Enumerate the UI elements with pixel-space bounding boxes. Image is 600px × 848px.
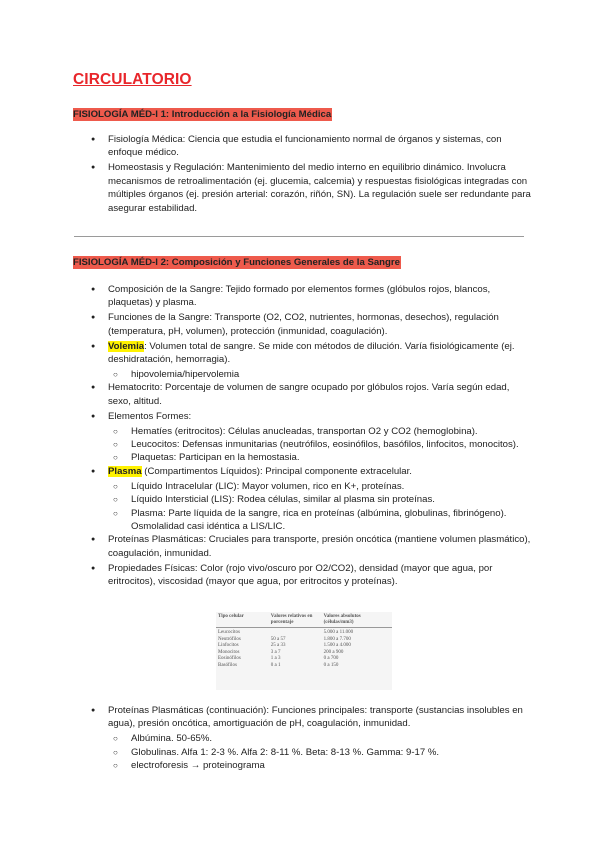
horizontal-divider <box>74 236 524 237</box>
sub-list-item: ○ Leucocitos: Defensas inmunitarias (neutrófilos, eosinófilos, basófilos, linfocitos, monocitos). <box>91 438 531 451</box>
table-cell: 25 a 33 <box>270 643 286 648</box>
list-item: ● Composición de la Sangre: Tejido formado por elementos formes (glóbulos rojos, blancos, plaquetas) y plasma. <box>91 283 531 310</box>
sub-list-item: ○ electroforesis → proteinograma <box>91 759 531 772</box>
sub-list-item: ○ Plaquetas: Participan en la hemostasia. <box>91 451 531 464</box>
sub-list-item: ○ Albúmina. 50-65%. <box>91 732 531 745</box>
section-1-list <box>91 133 531 216</box>
table-cell: Eosinófilos <box>218 656 241 661</box>
table-header-cell: Tipo celular <box>218 614 244 619</box>
table-cell: Basófilos <box>218 662 237 668</box>
list-item: ● Proteínas Plasmáticas (continuación): Funciones principales: transporte (sustancias insolubles en agua), presión oncótica, amortiguación de pH, coagulación, inmunidad. <box>91 704 531 731</box>
table-row <box>216 663 392 670</box>
list-item-plasma <box>91 465 531 478</box>
table-cell: 1.500 a 4.000 <box>323 643 351 648</box>
leukocyte-table <box>216 612 392 669</box>
table-header-cell: Valores absolutos (células/mm3) <box>323 614 361 625</box>
table-header-row <box>216 612 392 628</box>
table-cell: 1.800 a 7.700 <box>323 636 351 642</box>
table-cell: 0 a 150 <box>323 662 339 668</box>
highlight-volemia: Volemia <box>108 340 145 352</box>
section-2-list <box>91 283 531 590</box>
table-cell <box>269 628 322 637</box>
sub-list-item: ○ Globulinas. Alfa 1: 2-3 %. Alfa 2: 8-11 %. Beta: 8-13 %. Gamma: 9-17 %. <box>91 746 531 759</box>
list-item: ● Proteínas Plasmáticas: Cruciales para transporte, presión oncótica (mantiene volumen plasmático), coagulación, inmunidad. <box>91 533 531 560</box>
highlight-plasma: Plasma <box>108 465 142 477</box>
table-cell: Leucocitos <box>218 630 240 635</box>
list-item: ● Elementos Formes: <box>91 410 531 423</box>
sub-list-item: ○ Líquido Intersticial (LIS): Rodea células, similar al plasma sin proteínas. <box>91 493 531 506</box>
section-3-list <box>91 704 531 773</box>
table-cell: 5.000 a 11.000 <box>323 630 354 635</box>
table-cell: Linfocitos <box>218 643 239 648</box>
table-cell: 0 a 700 <box>323 656 339 661</box>
plasma-text: (Compartimentos Líquidos): Principal componente extracelular. <box>141 465 412 477</box>
table-cell: 50 a 57 <box>270 636 286 642</box>
volemia-text: : Volumen total de sangre. Se mide con métodos de dilución. Varía fisiológicamente (ej. deshidratación, hemorragia). <box>108 340 515 366</box>
table-cell: Neutrófilos <box>218 636 241 642</box>
list-item: ● Funciones de la Sangre: Transporte (O2, CO2, nutrientes, hormonas, desechos), regulación (temperatura, pH, volumen), protección (inmunidad, coagulación). <box>91 311 531 338</box>
table-row <box>216 628 392 637</box>
table-cell: 3 a 7 <box>270 649 281 655</box>
table-cell: 200 a 900 <box>323 649 344 655</box>
sub-list-item: ○ Líquido Intracelular (LIC): Mayor volumen, rico en K+, proteínas. <box>91 480 531 493</box>
list-item-volemia <box>91 340 531 367</box>
sub-list-item: ○ hipovolemia/hipervolemia <box>91 368 531 381</box>
leukocyte-table-image <box>216 612 392 690</box>
table-cell: 0 a 1 <box>270 662 281 668</box>
list-item: ● Propiedades Físicas: Color (rojo vivo/oscuro por O2/CO2), densidad (mayor que agua, por eritrocitos), viscosidad (mayor que agua, por eritrocitos y proteínas). <box>91 562 531 589</box>
list-item: ● Homeostasis y Regulación: Mantenimiento del medio interno en equilibrio dinámico. Involucra mecanismos de retroalimentación (ej. glucemia, calcemia) y respuestas fisiológicas integradas con múltiples órganos (ej. presión arterial: corazón, riñón, SN). La regulación suele ser redundante para asegurar estabilidad. <box>91 161 531 215</box>
sub-list-item: ○ Hematíes (eritrocitos): Células anucleadas, transportan O2 y CO2 (hemoglobina). <box>91 425 531 438</box>
sub-list-item: ○ Plasma: Parte líquida de la sangre, rica en proteínas (albúmina, globulinas, fibrinógeno). Osmolalidad casi idéntica a LIS/LIC. <box>91 507 531 534</box>
section-2-heading: FISIOLOGÍA MÉD-I 2: Composición y Funciones Generales de la Sangre <box>73 257 400 268</box>
table-cell: 1 a 3 <box>270 656 281 661</box>
table-cell: Monocitos <box>218 649 240 655</box>
page-title: CIRCULATORIO <box>73 71 192 88</box>
table-header-cell: Valores relativos en porcentaje <box>270 614 313 625</box>
list-item: ● Fisiología Médica: Ciencia que estudia el funcionamiento normal de órganos y sistemas, con enfoque médico. <box>91 133 531 160</box>
section-1-heading: FISIOLOGÍA MÉD-I 1: Introducción a la Fisiología Médica <box>73 109 332 120</box>
list-item: ● Hematocrito: Porcentaje de volumen de sangre ocupado por glóbulos rojos. Varía según edad, sexo, altitud. <box>91 381 531 408</box>
